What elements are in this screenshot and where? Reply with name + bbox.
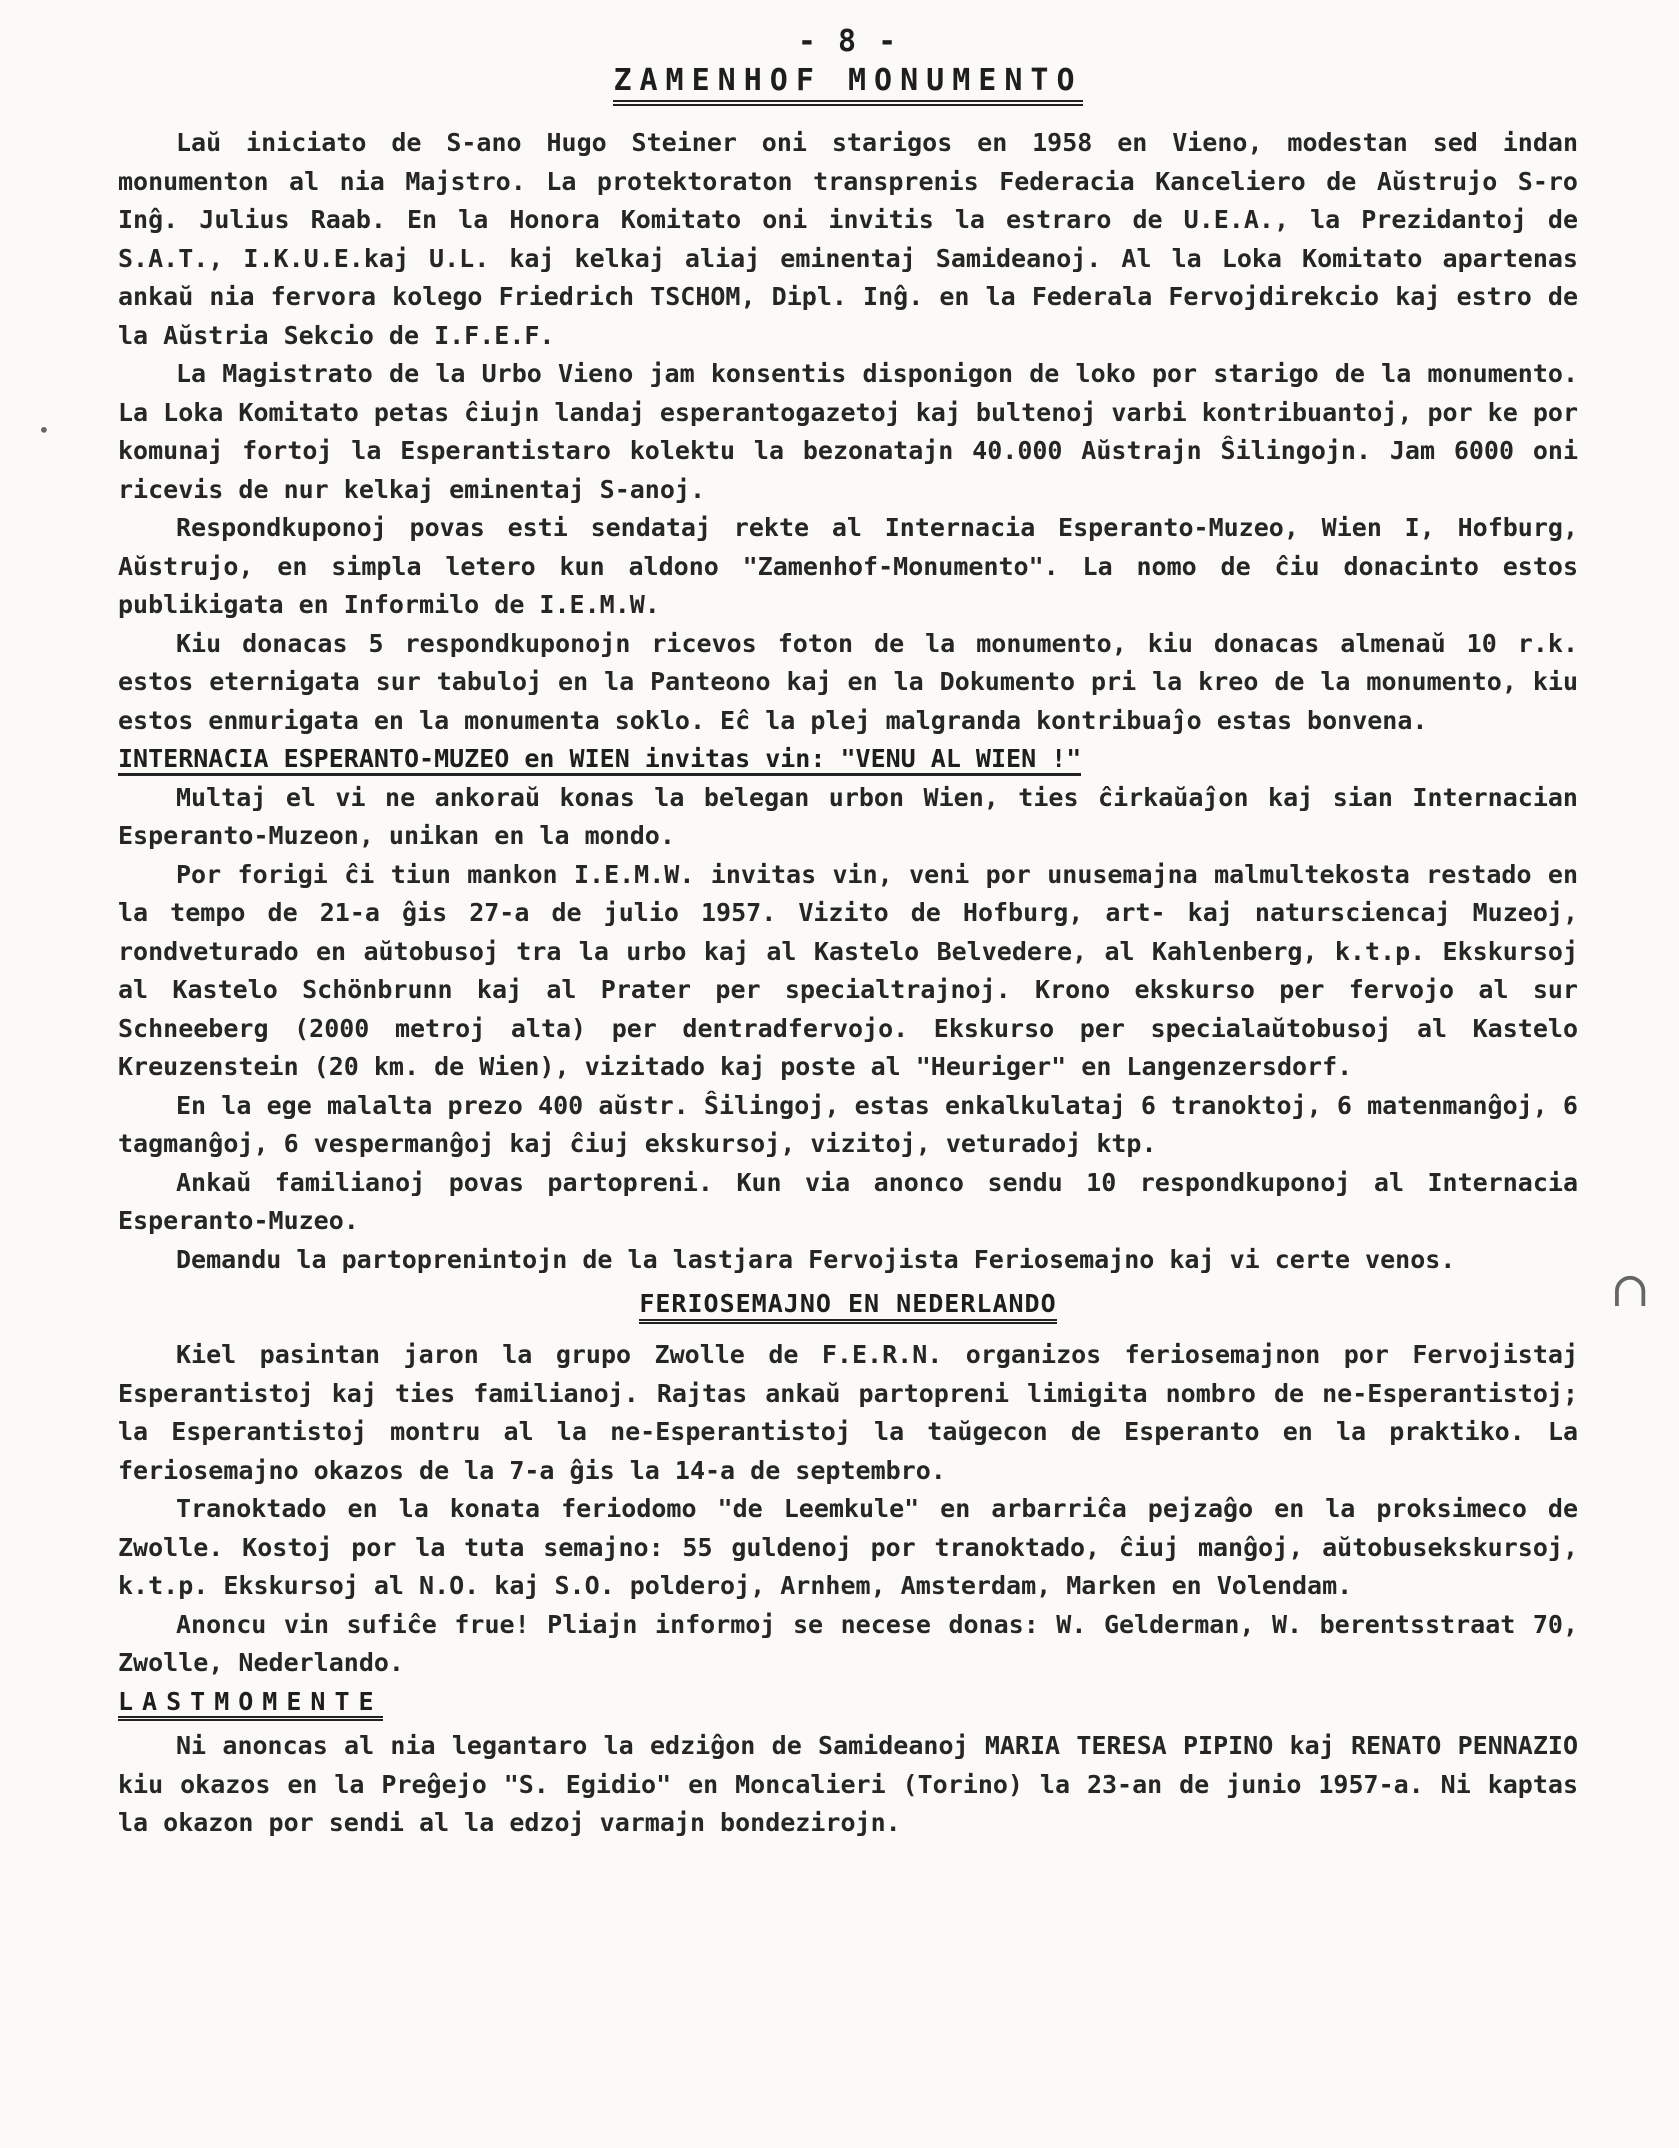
museum-heading	[118, 740, 1578, 779]
museum-paragraph-4: Ankaŭ familianoj povas partopreni. Kun via anonco sendu 10 respondkuponoj al Internacia Esperanto-Muzeo.	[118, 1167, 1578, 1235]
lastmoment-heading	[118, 1683, 1578, 1722]
netherlands-paragraph-3: Anoncu vin sufiĉe frue! Pliajn informoj se necese donas: W. Gelderman, W. berentsstraat 70, Zwolle, Nederlando.	[118, 1609, 1578, 1677]
handwritten-mark: ∩	[1610, 1262, 1651, 1318]
museum-paragraph-2: Por forigi ĉi tiun mankon I.E.M.W. invitas vin, veni por unusemajna malmultekosta restado en la tempo de 21-a ĝis 27-a de julio 1957. Vizito de Hofburg, art- kaj natursciencaj Muzeoj, rondveturado en aŭtobusoj tra la urbo kaj al Kastelo Belvedere, al Kahlenberg, k.t.p. Ekskursoj al Kastelo Schönbrunn kaj al Prater per specialtrajnoj. Krono ekskurso per fervojo al sur Schneeberg (2000 metroj alta) per dentradfervojo. Ekskurso per specialaŭtobusoj al Kastelo Kreuzenstein (20 km. de Wien), vizitado kaj poste al "Heuriger" en Langenzersdorf.	[118, 859, 1578, 1081]
netherlands-heading	[118, 1289, 1578, 1324]
monument-paragraph-4: Kiu donacas 5 respondkuponojn ricevos foton de la monumento, kiu donacas almenaŭ 10 r.k. estos eternigata sur tabuloj en la Panteono kaj en la Dokumento pri la kreo de la monumento, kiu estos enmurigata en la monumenta soklo. Eĉ la plej malgranda kontribuaĵo estas bonvena.	[118, 628, 1578, 735]
ink-speck: •	[38, 418, 50, 442]
document-page	[118, 24, 1578, 1843]
museum-paragraph-3: En la ege malalta prezo 400 aŭstr. Ŝilingoj, estas enkalkulataj 6 tranoktoj, 6 matenmanĝoj, 6 tagmanĝoj, 6 vespermanĝoj kaj ĉiuj ekskursoj, vizitoj, veturadoj ktp.	[118, 1090, 1578, 1158]
lastmoment-paragraph-1: Ni anoncas al nia legantaro la edziĝon de Samideanoj MARIA TERESA PIPINO kaj RENATO PENNAZIO kiu okazos en la Preĝejo "S. Egidio" en Moncalieri (Torino) la 23-an de junio 1957-a. Ni kaptas la okazon por sendi al la edzoj varmajn bondezirojn.	[118, 1731, 1578, 1837]
monument-section	[118, 124, 1578, 740]
monument-paragraph-2: La Magistrato de la Urbo Vieno jam konsentis disponigon de loko por starigo de la monumento. La Loka Komitato petas ĉiujn landaj esperantogazetoj kaj bultenoj varbi kontribuantoj, por ke por komunaj fortoj la Esperantistaro kolektu la bezonatajn 40.000 Aŭstrajn Ŝilingojn. Jam 6000 oni ricevis de nur kelkaj eminentaj S-anoj.	[118, 359, 1578, 504]
museum-section	[118, 740, 1578, 1279]
page-number: - 8 -	[797, 24, 899, 59]
lastmoment-section	[118, 1683, 1578, 1843]
netherlands-heading-text: FERIOSEMAJNO EN NEDERLANDO	[639, 1289, 1056, 1324]
museum-paragraph-5: Demandu la partoprenintojn de la lastjara Fervojista Feriosemajno kaj vi certe venos.	[176, 1244, 1456, 1274]
netherlands-paragraph-2: Tranoktado en la konata feriodomo "de Leemkule" en arbarriĉa pejzaĝo en la proksimeco de Zwolle. Kostoj por la tuta semajno: 55 guldenoj por tranoktado, ĉiuj manĝoj, aŭtobusekskursoj, k.t.p. Ekskursoj al N.O. kaj S.O. polderoj, Arnhem, Amsterdam, Marken en Volendam.	[118, 1494, 1578, 1600]
monument-paragraph-1: Laŭ iniciato de S-ano Hugo Steiner oni starigos en 1958 en Vieno, modestan sed indan monumenton al nia Majstro. La protektoraton transprenis Federacia Kanceliero de Aŭstrujo S-ro Inĝ. Julius Raab. En la Honora Komitato oni invitis la estraro de U.E.A., la Prezidantoj de S.A.T., I.K.U.E.kaj U.L. kaj kelkaj aliaj eminentaj Samideanoj. Al la Loka Komitato apartenas ankaŭ nia fervora kolego Friedrich TSCHOM, Dipl. Inĝ. en la Federala Fervojdirekcio kaj estro de la Aŭstria Sekcio de I.F.E.F.	[118, 128, 1578, 350]
page-title	[118, 63, 1578, 106]
page-title-text: ZAMENHOF MONUMENTO	[613, 63, 1082, 106]
lastmoment-heading-text: LASTMOMENTE	[118, 1687, 383, 1721]
netherlands-section	[118, 1289, 1578, 1683]
museum-paragraph-1: Multaj el vi ne ankoraŭ konas la belegan urbon Wien, ties ĉirkaŭaĵon kaj sian Internacian Esperanto-Muzeon, unikan en la mondo.	[118, 782, 1578, 850]
netherlands-paragraph-1: Kiel pasintan jaron la grupo Zwolle de F.E.R.N. organizos feriosemajnon por Fervojistaj Esperantistoj kaj ties familianoj. Rajtas ankaŭ partopreni limigita nombro de ne-Esperantistoj; la Esperantistoj montru al la ne-Esperantistoj la taŭgecon de Esperanto en la praktiko. La feriosemajno okazos de la 7-a ĝis la 14-a de septembro.	[118, 1340, 1578, 1485]
monument-paragraph-3: Respondkuponoj povas esti sendataj rekte al Internacia Esperanto-Muzeo, Wien I, Hofburg, Aŭstrujo, en simpla letero kun aldono "Zamenhof-Monumento". La nomo de ĉiu donacinto estos publikigata en Informilo de I.E.M.W.	[118, 513, 1578, 619]
museum-heading-text: INTERNACIA ESPERANTO-MUZEO en WIEN invitas vin: "VENU AL WIEN !"	[118, 744, 1081, 776]
